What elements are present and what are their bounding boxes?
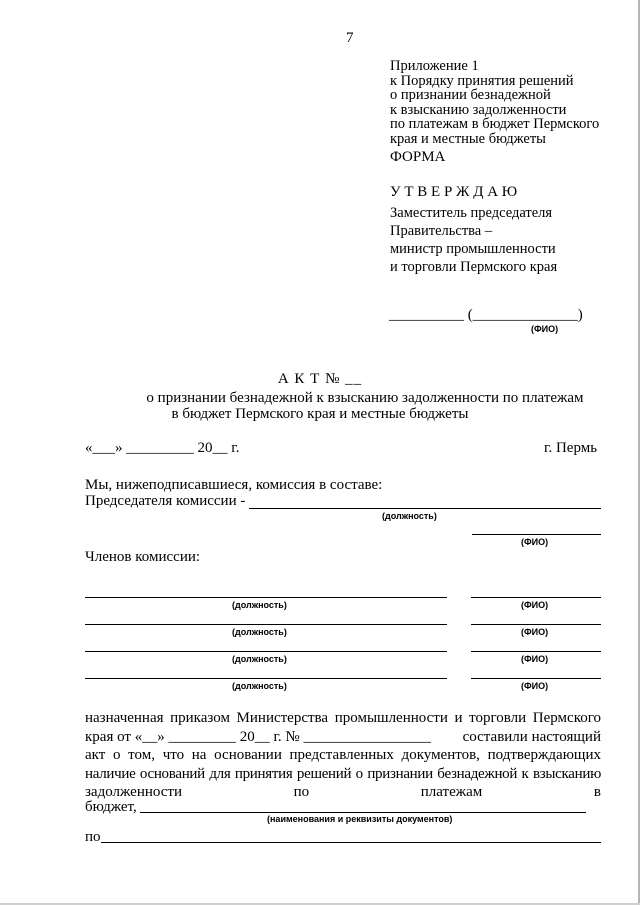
member-fio-line — [471, 597, 601, 598]
body-line-2-left: края от «__» _________ 20__ г. № _________________ — [85, 728, 431, 745]
po-line — [101, 842, 601, 843]
docs-caption: (наименования и реквизиты документов) — [267, 814, 453, 824]
approve-sign-line: __________ (______________) — [389, 307, 583, 323]
body-word: по — [293, 784, 310, 800]
act-subtitle-1: о признании безнадежной к взысканию задолженности по платежам — [146, 390, 584, 406]
member-position-line — [85, 651, 447, 652]
act-subtitle-2: в бюджет Пермского края и местные бюджеты — [171, 406, 469, 422]
member-position-caption: (должность) — [232, 627, 287, 637]
form-label: ФОРМА — [390, 149, 446, 165]
approve-fio-caption: (ФИО) — [531, 324, 559, 334]
page-number: 7 — [346, 30, 354, 46]
appendix-line: о признании безнадежной — [390, 87, 551, 103]
member-fio-line — [471, 678, 601, 679]
member-position-line — [85, 624, 447, 625]
body-line-3: акт о том, что на основании представленных документов, подтверждающих — [85, 747, 601, 763]
chair-label: Председателя комиссии - — [85, 493, 246, 509]
member-fio-line — [471, 624, 601, 625]
member-fio-caption: (ФИО) — [521, 627, 549, 637]
appendix-line: Приложение 1 — [390, 58, 479, 74]
body-line-5 — [85, 783, 601, 802]
body-word: платежам — [420, 784, 483, 800]
commission-intro: Мы, нижеподписавшиеся, комиссия в составе: — [85, 477, 383, 493]
body-line-1: назначенная приказом Министерства промышленности и торговли Пермского — [85, 710, 601, 726]
appendix-line: по платежам в бюджет Пермского — [390, 116, 600, 132]
chair-fio-line — [472, 534, 601, 535]
body-word: задолженности — [85, 784, 182, 800]
approve-block — [390, 204, 557, 276]
body-line-4: наличие оснований для принятия решений о признании безнадежной к взысканию — [85, 765, 601, 782]
body-line-2 — [85, 728, 601, 747]
member-position-caption: (должность) — [232, 600, 287, 610]
member-position-caption: (должность) — [232, 654, 287, 664]
member-fio-caption: (ФИО) — [521, 600, 549, 610]
approve-line: Заместитель председателя — [390, 205, 553, 221]
approve-line: и торговли Пермского края — [390, 259, 558, 275]
approve-line: министр промышленности — [390, 241, 556, 257]
chair-position-line — [249, 508, 601, 509]
member-position-line — [85, 597, 447, 598]
appendix-line: края и местные бюджеты — [390, 130, 546, 147]
body-line-6: бюджет, — [85, 799, 137, 815]
appendix-line: к взысканию задолженности — [390, 101, 567, 118]
member-position-caption: (должность) — [232, 681, 287, 691]
date-line: «___» _________ 20__ г. — [85, 440, 240, 456]
appendix-line: к Порядку принятия решений — [390, 72, 574, 89]
body-line-2-right: составили настоящий — [462, 728, 601, 745]
approve-heading: У Т В Е Р Ж Д А Ю — [390, 184, 518, 200]
appendix-block — [390, 59, 599, 146]
member-fio-caption: (ФИО) — [521, 654, 549, 664]
member-position-line — [85, 678, 447, 679]
members-label: Членов комиссии: — [85, 549, 201, 565]
body-word: в — [593, 784, 601, 800]
member-fio-line — [471, 651, 601, 652]
act-title: А К Т № __ — [277, 371, 363, 387]
docs-line — [140, 812, 586, 813]
approve-line: Правительства – — [390, 223, 493, 239]
city: г. Пермь — [544, 440, 598, 456]
body-paragraph — [85, 709, 601, 802]
chair-fio-caption: (ФИО) — [521, 537, 549, 547]
body-line-7: по — [85, 829, 101, 845]
chair-position-caption: (должность) — [382, 511, 437, 521]
member-fio-caption: (ФИО) — [521, 681, 549, 691]
